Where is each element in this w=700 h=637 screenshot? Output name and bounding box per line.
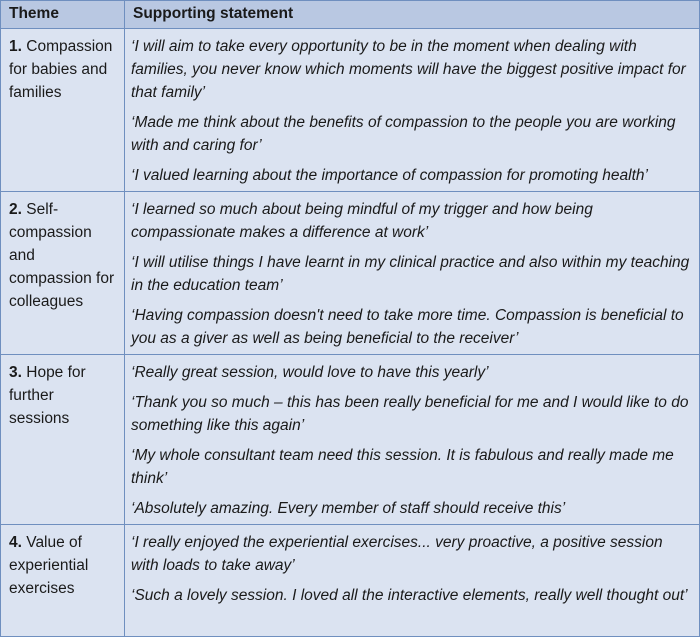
theme-number: 2. — [9, 201, 22, 218]
theme-number: 4. — [9, 534, 22, 551]
supporting-statement: ‘Really great session, would love to have this yearly’ — [131, 364, 489, 381]
supporting-statement: ‘I learned so much about being mindful of my trigger and how being compassionate makes a difference at work’ — [131, 201, 593, 241]
theme-cell — [1, 192, 125, 355]
statement-cell — [125, 192, 700, 355]
theme-header: Theme — [1, 1, 125, 29]
supporting-statement: ‘Absolutely amazing. Every member of staff should receive this’ — [131, 500, 566, 517]
supporting-statement: ‘My whole consultant team need this session. It is fabulous and really made me think’ — [131, 447, 674, 487]
theme-label: Compassion for babies and families — [9, 38, 113, 101]
statement-cell — [125, 525, 700, 637]
table-row — [1, 192, 700, 355]
theme-cell — [1, 525, 125, 637]
supporting-statement: ‘I really enjoyed the experiential exercises... very proactive, a positive session with loads to take away’ — [131, 534, 663, 574]
statement-cell — [125, 29, 700, 192]
table-row — [1, 525, 700, 637]
theme-number: 3. — [9, 364, 22, 381]
statement-cell — [125, 355, 700, 525]
supporting-statement: ‘Made me think about the benefits of compassion to the people you are working with and caring for’ — [131, 114, 676, 154]
supporting-statement: ‘Having compassion doesn't need to take more time. Compassion is beneficial to you as a giver as well as being beneficial to the receiver’ — [131, 307, 684, 347]
table-row — [1, 29, 700, 192]
table-row — [1, 355, 700, 525]
theme-label: Hope for further sessions — [9, 364, 86, 427]
theme-label: Value of experiential exercises — [9, 534, 89, 597]
header-row — [1, 1, 700, 29]
supporting-statement: ‘I will aim to take every opportunity to be in the moment when dealing with families, you never know which moments will have the biggest positive impact for that family’ — [131, 38, 686, 101]
supporting-statement: ‘I will utilise things I have learnt in my clinical practice and also within my teaching in the education team’ — [131, 254, 690, 294]
theme-cell — [1, 355, 125, 525]
statement-header: Supporting statement — [125, 1, 700, 29]
theme-cell — [1, 29, 125, 192]
supporting-statement: ‘Such a lovely session. I loved all the interactive elements, really well thought out’ — [131, 587, 688, 604]
supporting-statement: ‘I valued learning about the importance of compassion for promoting health’ — [131, 167, 648, 184]
theme-number: 1. — [9, 38, 22, 55]
theme-label: Self-compassion and compassion for colleagues — [9, 201, 115, 310]
supporting-statement: ‘Thank you so much – this has been really beneficial for me and I would like to do something like this again’ — [131, 394, 689, 434]
